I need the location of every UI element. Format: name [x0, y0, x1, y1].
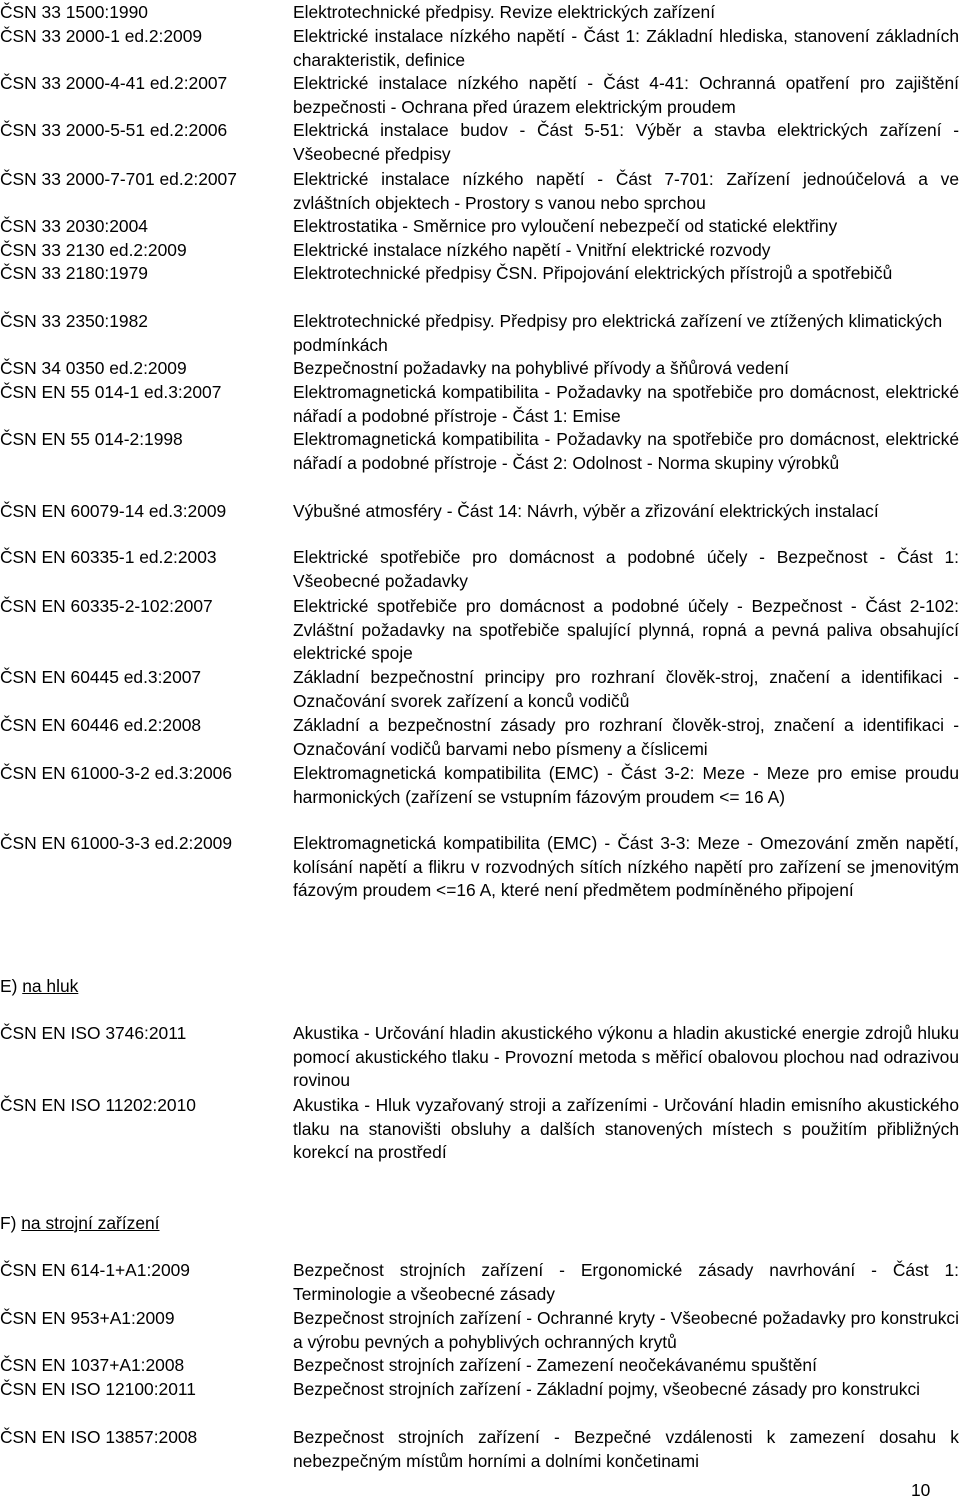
- section-heading-noise: [0, 975, 78, 999]
- standard-title: Akustika - Určování hladin akustického výkonu a hladin akustické energie zdrojů hluku pomocí akustického tlaku - Provozní metoda s měřicí obalovou plochou nad odrazivou rovinou: [293, 1023, 959, 1091]
- standard-code: ČSN EN 55 014-1 ed.3:2007: [0, 382, 222, 402]
- standard-title: Elektromagnetická kompatibilita (EMC) - Část 3-3: Meze - Omezování změn napětí, kolísání napětí a flikru v rozvodných sítích nízkého napětí pro zařízení se jmenovitým fázovým proudem <=16 A, které není předmětem podmíněného připojení: [293, 833, 959, 901]
- standard-code: ČSN EN 953+A1:2009: [0, 1308, 175, 1328]
- standard-code: ČSN 33 1500:1990: [0, 2, 148, 22]
- standard-code: ČSN EN ISO 11202:2010: [0, 1095, 196, 1115]
- standard-code: ČSN EN 1037+A1:2008: [0, 1355, 185, 1375]
- standard-code: ČSN EN 60335-1 ed.2:2003: [0, 547, 217, 567]
- standard-title: Elektrické instalace nízkého napětí - Část 1: Základní hlediska, stanovení základních charakteristik, definice: [293, 26, 959, 70]
- standard-title: Bezpečnostní požadavky na pohyblivé přívody a šňůrová vedení: [293, 358, 789, 378]
- standard-code: ČSN 33 2350:1982: [0, 311, 148, 331]
- standard-title: Elektrotechnické předpisy. Revize elektrických zařízení: [293, 2, 716, 22]
- standard-title: Elektrotechnické předpisy. Předpisy pro elektrická zařízení ve ztížených klimatických podmínkách: [293, 311, 943, 355]
- standard-code: ČSN EN ISO 12100:2011: [0, 1379, 196, 1399]
- section-heading-machinery: [0, 1212, 160, 1236]
- standard-title: Elektromagnetická kompatibilita (EMC) - Část 3-2: Meze - Meze pro emise proudu harmonických (zařízení se vstupním fázovým proudem <= 16 A): [293, 763, 959, 807]
- standard-title: Elektrostatika - Směrnice pro vyloučení nebezpečí od statické elektřiny: [293, 216, 838, 236]
- standard-code: ČSN 33 2030:2004: [0, 216, 148, 236]
- standard-code: ČSN EN 55 014-2:1998: [0, 429, 183, 449]
- standard-code: ČSN 33 2000-1 ed.2:2009: [0, 26, 203, 46]
- standard-code: ČSN EN 61000-3-3 ed.2:2009: [0, 833, 233, 853]
- standard-title: Bezpečnost strojních zařízení - Ochranné kryty - Všeobecné požadavky pro konstrukci a výrobu pevných a pohyblivých ochranných krytů: [293, 1308, 959, 1352]
- standard-code: ČSN EN 60079-14 ed.3:2009: [0, 501, 227, 521]
- standard-title: Bezpečnost strojních zařízení - Zamezení neočekávanému spuštění: [293, 1355, 817, 1375]
- standard-title: Akustika - Hluk vyzařovaný stroji a zařízeními - Určování hladin emisního akustického tlaku na stanovišti obsluhy a dalších stanovených místech s použitím přibližných korekcí na prostředí: [293, 1095, 959, 1163]
- section-label: na strojní zařízení: [21, 1213, 160, 1233]
- standard-code: ČSN EN 60446 ed.2:2008: [0, 715, 202, 735]
- standard-code: ČSN 34 0350 ed.2:2009: [0, 358, 187, 378]
- standard-title: Elektrická instalace budov - Část 5-51: Výběr a stavba elektrických zařízení - Všeobecné předpisy: [293, 120, 959, 164]
- standard-code: ČSN EN 61000-3-2 ed.3:2006: [0, 763, 233, 783]
- standard-code: ČSN EN 60445 ed.3:2007: [0, 667, 202, 687]
- standard-title: Bezpečnost strojních zařízení - Bezpečné vzdálenosti k zamezení dosahu k nebezpečným místům horními a dolními končetinami: [293, 1427, 959, 1471]
- standard-code: ČSN 33 2180:1979: [0, 263, 148, 283]
- standard-code: ČSN EN 60335-2-102:2007: [0, 596, 213, 616]
- standard-code: ČSN 33 2130 ed.2:2009: [0, 240, 187, 260]
- standard-code: ČSN EN 614-1+A1:2009: [0, 1260, 190, 1280]
- section-label: na hluk: [22, 976, 79, 996]
- standard-title: Elektrické instalace nízkého napětí - Část 4-41: Ochranná opatření pro zajištění bezpečnosti - Ochrana před úrazem elektrickým proudem: [293, 73, 959, 117]
- standard-title: Elektromagnetická kompatibilita - Požadavky na spotřebiče pro domácnost, elektrické nářadí a podobné přístroje - Část 1: Emise: [293, 382, 959, 426]
- page-number: 10: [911, 1480, 931, 1500]
- standard-code: ČSN EN ISO 13857:2008: [0, 1427, 198, 1447]
- standard-title: Elektrické spotřebiče pro domácnost a podobné účely - Bezpečnost - Část 1: Všeobecné požadavky: [293, 547, 959, 591]
- standard-title: Elektrické instalace nízkého napětí - Část 7-701: Zařízení jednoúčelová a ve zvláštních objektech - Prostory s vanou nebo sprchou: [293, 169, 959, 213]
- standard-title: Výbušné atmosféry - Část 14: Návrh, výběr a zřizování elektrických instalací: [293, 501, 879, 521]
- standard-title: Základní a bezpečnostní zásady pro rozhraní člověk-stroj, značení a identifikaci - Označování vodičů barvami nebo písmeny a číslicemi: [293, 715, 959, 759]
- standard-code: ČSN 33 2000-5-51 ed.2:2006: [0, 120, 228, 140]
- standard-title: Elektromagnetická kompatibilita - Požadavky na spotřebiče pro domácnost, elektrické nářadí a podobné přístroje - Část 2: Odolnost - Norma skupiny výrobků: [293, 429, 959, 473]
- standard-title: Elektrické spotřebiče pro domácnost a podobné účely - Bezpečnost - Část 2-102: Zvláštní požadavky na spotřebiče spalující plynná, ropná a pevná paliva obsahující elektrické spoje: [293, 596, 959, 664]
- standard-code: ČSN 33 2000-7-701 ed.2:2007: [0, 169, 237, 189]
- section-prefix: F): [0, 1213, 17, 1233]
- standard-title: Bezpečnost strojních zařízení - Ergonomické zásady navrhování - Část 1: Terminologie a všeobecné zásady: [293, 1260, 959, 1304]
- standard-code: ČSN 33 2000-4-41 ed.2:2007: [0, 73, 228, 93]
- standard-title: Základní bezpečnostní principy pro rozhraní člověk-stroj, značení a identifikaci - Označování svorek zařízení a konců vodičů: [293, 667, 959, 711]
- standard-title: Elektrické instalace nízkého napětí - Vnitřní elektrické rozvody: [293, 240, 771, 260]
- section-prefix: E): [0, 976, 18, 996]
- standard-title: Elektrotechnické předpisy ČSN. Připojování elektrických přístrojů a spotřebičů: [293, 263, 893, 283]
- standard-title: Bezpečnost strojních zařízení - Základní pojmy, všeobecné zásady pro konstrukci: [293, 1379, 921, 1399]
- standard-code: ČSN EN ISO 3746:2011: [0, 1023, 187, 1043]
